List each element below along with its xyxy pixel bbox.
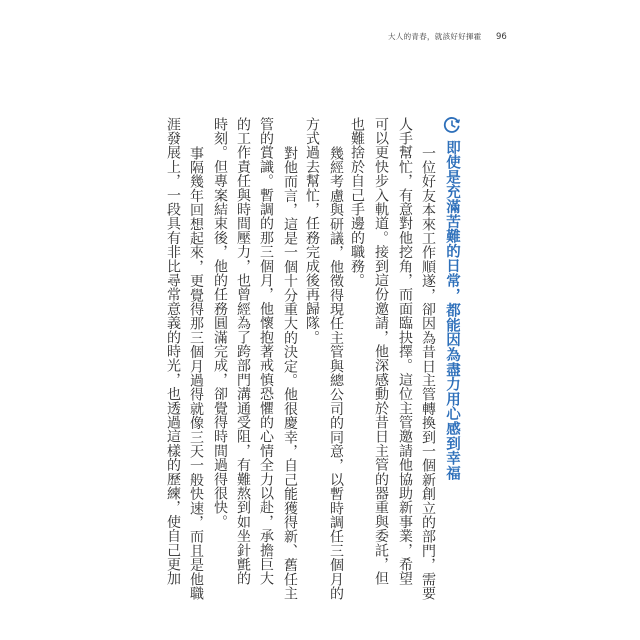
clock-icon	[443, 116, 461, 134]
text-column: 也難捨於自己手邊的職務。	[349, 117, 365, 288]
text-column: 涯發展上，一段具有非比尋常意義的時光，也透過這樣的歷練，使自己更加	[165, 117, 181, 586]
text-column: 一位好友本來工作順遂，卻因為昔日主管轉換到一個新創立的部門，需要	[420, 146, 436, 601]
page-number: 96	[496, 32, 507, 42]
text-column: 方式過去幫忙，任務完成後再歸隊。	[304, 117, 320, 345]
text-column: 的工作責任與時間壓力，也曾經為了跨部門溝通受阻，有難熬到如坐針氈的	[235, 117, 251, 586]
text-column: 幾經考慮與研議，他徵得現任主管與總公司的同意，以暫時調任三個月的	[328, 146, 344, 601]
text-column: 時刻。但專案結束後，他的任務圓滿完成，卻覺得時間過得很快。	[212, 117, 228, 529]
text-column: 對他而言，這是一個十分重大的決定。他很慶幸，自己能獲得新、舊任主	[282, 146, 298, 601]
running-head-title: 大人的青春，就該好好揮霍	[388, 32, 482, 41]
text-column: 事隔幾年回想起來，更覺得那三個月過得就像三天一般快速，而且是他職	[188, 146, 204, 601]
text-column: 管的賞識。暫調的那三個月，他懷抱著戒慎恐懼的心情全力以赴，承擔巨大	[258, 117, 274, 586]
text-column: 可以更快步入軌道。接到這份邀請，他深感動於昔日主管的器重與委託，但	[373, 117, 389, 586]
text-column: 人手幫忙，有意對他挖角，而面臨抉擇。這位主管邀請他協助新事業，希望	[397, 117, 413, 586]
section-heading: 即使是充滿苦難的日常，都能因為盡力用心感到幸福	[444, 140, 461, 481]
